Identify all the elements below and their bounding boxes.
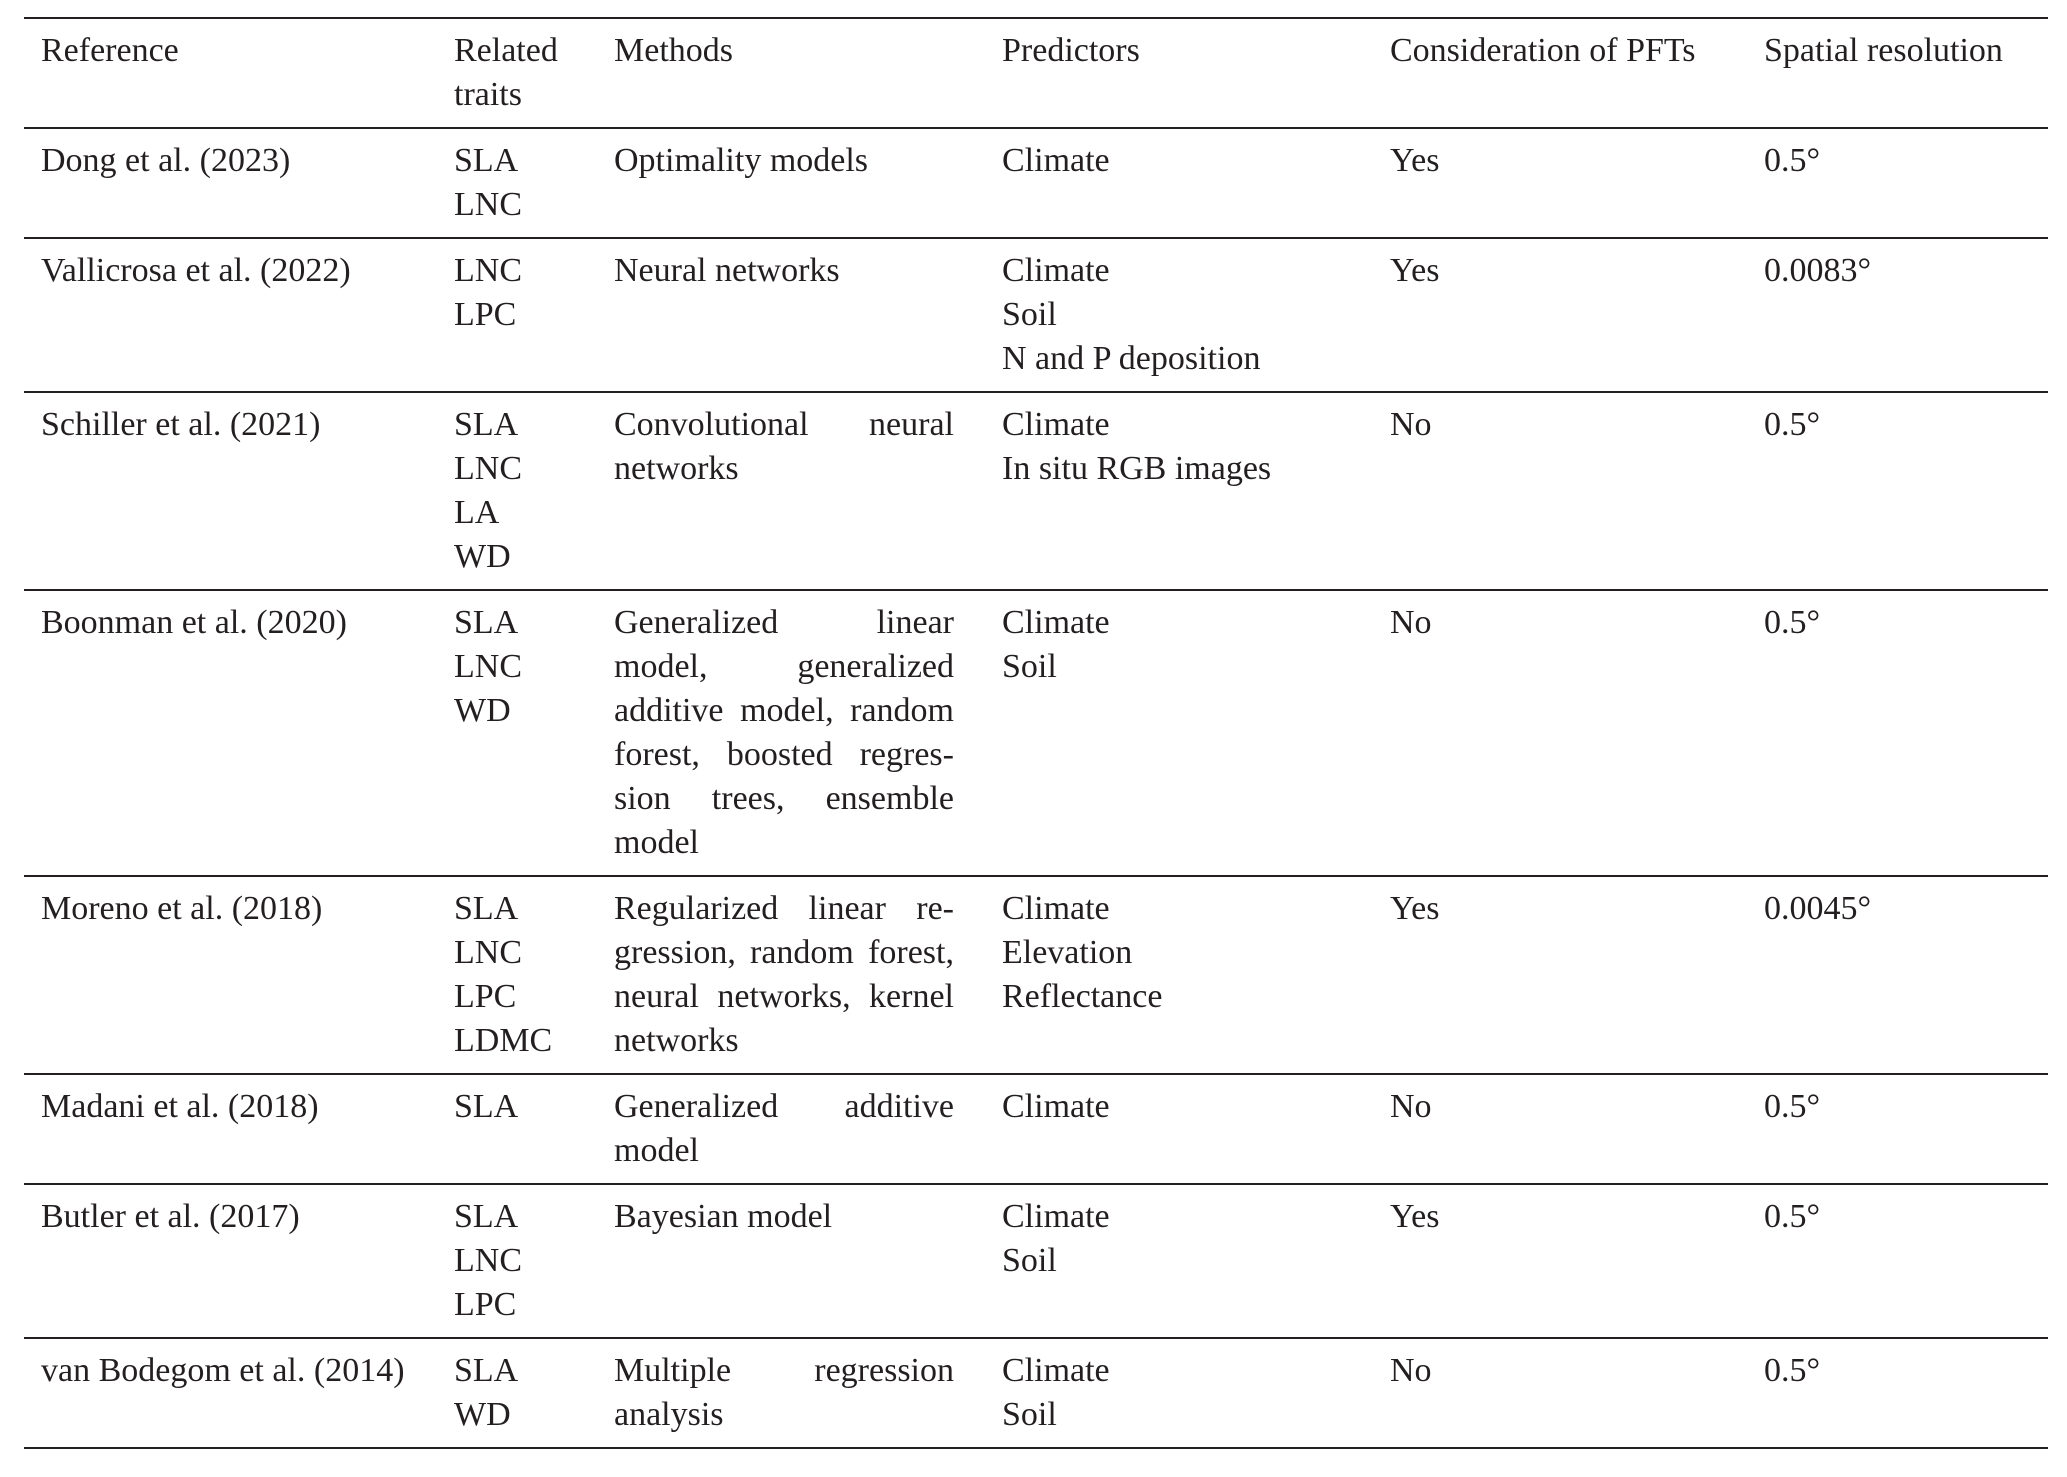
trait-item: LNC: [454, 186, 522, 223]
predictors-cell: [1002, 590, 1390, 876]
header-related-traits-line2: traits: [454, 76, 522, 113]
trait-item: LNC: [454, 1242, 522, 1279]
table-row: [24, 590, 2048, 876]
trait-item: SLA: [454, 1198, 519, 1235]
trait-item: LPC: [454, 296, 517, 333]
methods-text: Optimality models: [614, 142, 869, 179]
pfts-cell: [1390, 1184, 1764, 1338]
pfts-cell: [1390, 1338, 1764, 1448]
predictors-cell: [1002, 1184, 1390, 1338]
spatial-resolution-value: 0.5°: [1764, 406, 1821, 443]
trait-item: WD: [454, 538, 511, 575]
spatial-resolution-value: 0.0045°: [1764, 890, 1872, 927]
predictor-item: Soil: [1002, 648, 1057, 685]
predictor-item: Elevation: [1002, 934, 1133, 971]
reference-cell: [24, 238, 454, 392]
methods-text: Multiple regression analysis: [614, 1352, 954, 1433]
trait-item: SLA: [454, 890, 519, 927]
spatial-resolution-cell: [1764, 590, 2048, 876]
reference-cell: [24, 392, 454, 590]
related-traits-cell: [454, 1074, 614, 1184]
methods-cell: [614, 590, 1002, 876]
trait-item: LNC: [454, 648, 522, 685]
reference-text: Boonman et al. (2020): [41, 604, 347, 641]
spatial-resolution-value: 0.5°: [1764, 142, 1821, 179]
header-related-traits: [454, 18, 614, 128]
trait-item: LA: [454, 494, 500, 531]
header-related-traits-line1: Related: [454, 32, 558, 69]
header-methods: Methods: [614, 32, 733, 69]
predictor-item: Soil: [1002, 1396, 1057, 1433]
spatial-resolution-value: 0.5°: [1764, 604, 1821, 641]
predictor-item: N and P deposition: [1002, 340, 1261, 377]
methods-cell: [614, 876, 1002, 1074]
predictors-cell: [1002, 1338, 1390, 1448]
methods-cell: [614, 238, 1002, 392]
related-traits-cell: [454, 1338, 614, 1448]
methods-cell: [614, 1184, 1002, 1338]
predictor-item: Reflectance: [1002, 978, 1163, 1015]
reference-text: Moreno et al. (2018): [41, 890, 323, 927]
trait-item: SLA: [454, 1352, 519, 1389]
trait-item: SLA: [454, 142, 519, 179]
spatial-resolution-value: 0.5°: [1764, 1088, 1821, 1125]
related-traits-cell: [454, 590, 614, 876]
spatial-resolution-cell: [1764, 1338, 2048, 1448]
trait-item: LNC: [454, 252, 522, 289]
methods-text: Neural networks: [614, 252, 840, 289]
methods-cell: [614, 392, 1002, 590]
pfts-value: No: [1390, 1352, 1432, 1389]
methods-cell: [614, 1338, 1002, 1448]
pfts-cell: [1390, 590, 1764, 876]
pfts-value: No: [1390, 406, 1432, 443]
related-traits-cell: [454, 1184, 614, 1338]
predictor-item: Climate: [1002, 1352, 1110, 1389]
table-row: [24, 876, 2048, 1074]
header-spatial-resolution: Spatial resolution: [1764, 32, 2003, 69]
reference-text: Dong et al. (2023): [41, 142, 291, 179]
related-traits-cell: [454, 238, 614, 392]
methods-text: Generalized linear model, generalized additive model, random forest, boosted regression trees, ensemble model: [614, 604, 954, 861]
reference-cell: [24, 876, 454, 1074]
spatial-resolution-value: 0.5°: [1764, 1352, 1821, 1389]
reference-cell: [24, 1184, 454, 1338]
predictor-item: Climate: [1002, 1198, 1110, 1235]
trait-item: LPC: [454, 978, 517, 1015]
predictors-cell: [1002, 876, 1390, 1074]
reference-text: van Bodegom et al. (2014): [41, 1352, 405, 1389]
trait-item: SLA: [454, 604, 519, 641]
table-row: [24, 1184, 2048, 1338]
methods-text: Convolutional neural networks: [614, 406, 954, 487]
reference-text: Butler et al. (2017): [41, 1198, 300, 1235]
predictor-item: Climate: [1002, 1088, 1110, 1125]
predictors-cell: [1002, 128, 1390, 238]
header-reference: Reference: [41, 32, 179, 69]
pfts-value: No: [1390, 604, 1432, 641]
reference-cell: [24, 128, 454, 238]
spatial-resolution-cell: [1764, 1074, 2048, 1184]
trait-item: SLA: [454, 1088, 519, 1125]
pfts-value: Yes: [1390, 252, 1440, 289]
table-row: [24, 238, 2048, 392]
spatial-resolution-cell: [1764, 238, 2048, 392]
predictor-item: Climate: [1002, 252, 1110, 289]
methods-text: Bayesian model: [614, 1198, 833, 1235]
predictors-cell: [1002, 392, 1390, 590]
pfts-value: Yes: [1390, 1198, 1440, 1235]
related-traits-cell: [454, 392, 614, 590]
trait-item: LNC: [454, 934, 522, 971]
reference-cell: [24, 1074, 454, 1184]
spatial-resolution-cell: [1764, 876, 2048, 1074]
predictor-item: Climate: [1002, 142, 1110, 179]
table-body: [24, 128, 2048, 1448]
reference-cell: [24, 590, 454, 876]
spatial-resolution-value: 0.5°: [1764, 1198, 1821, 1235]
methods-cell: [614, 128, 1002, 238]
trait-item: LPC: [454, 1286, 517, 1323]
predictors-cell: [1002, 1074, 1390, 1184]
methods-text: Regularized linear regression, random forest, neural networks, kernel networks: [614, 890, 954, 1059]
header-predictors: Predictors: [1002, 32, 1140, 69]
table-row: [24, 1074, 2048, 1184]
predictor-item: Climate: [1002, 604, 1110, 641]
pfts-value: Yes: [1390, 890, 1440, 927]
trait-item: WD: [454, 1396, 511, 1433]
trait-mapping-table-container: [24, 17, 2048, 1449]
predictor-item: Soil: [1002, 1242, 1057, 1279]
header-consideration-of-pfts: Consideration of PFTs: [1390, 32, 1696, 69]
pfts-cell: [1390, 392, 1764, 590]
pfts-cell: [1390, 1074, 1764, 1184]
trait-item: WD: [454, 692, 511, 729]
pfts-cell: [1390, 238, 1764, 392]
reference-text: Vallicrosa et al. (2022): [41, 252, 351, 289]
methods-cell: [614, 1074, 1002, 1184]
reference-cell: [24, 1338, 454, 1448]
table-row: [24, 1338, 2048, 1448]
spatial-resolution-cell: [1764, 128, 2048, 238]
related-traits-cell: [454, 876, 614, 1074]
pfts-value: Yes: [1390, 142, 1440, 179]
spatial-resolution-value: 0.0083°: [1764, 252, 1872, 289]
spatial-resolution-cell: [1764, 392, 2048, 590]
pfts-value: No: [1390, 1088, 1432, 1125]
table-row: [24, 392, 2048, 590]
trait-item: LDMC: [454, 1022, 553, 1059]
table-row: [24, 128, 2048, 238]
reference-text: Madani et al. (2018): [41, 1088, 319, 1125]
methods-text: Generalized additive model: [614, 1088, 954, 1169]
predictor-item: Climate: [1002, 406, 1110, 443]
header-row: [24, 18, 2048, 128]
trait-item: SLA: [454, 406, 519, 443]
predictors-cell: [1002, 238, 1390, 392]
spatial-resolution-cell: [1764, 1184, 2048, 1338]
predictor-item: In situ RGB images: [1002, 450, 1272, 487]
predictor-item: Climate: [1002, 890, 1110, 927]
pfts-cell: [1390, 128, 1764, 238]
pfts-cell: [1390, 876, 1764, 1074]
related-traits-cell: [454, 128, 614, 238]
predictor-item: Soil: [1002, 296, 1057, 333]
trait-item: LNC: [454, 450, 522, 487]
reference-text: Schiller et al. (2021): [41, 406, 321, 443]
table-header: [24, 18, 2048, 128]
trait-mapping-table: [24, 17, 2048, 1449]
